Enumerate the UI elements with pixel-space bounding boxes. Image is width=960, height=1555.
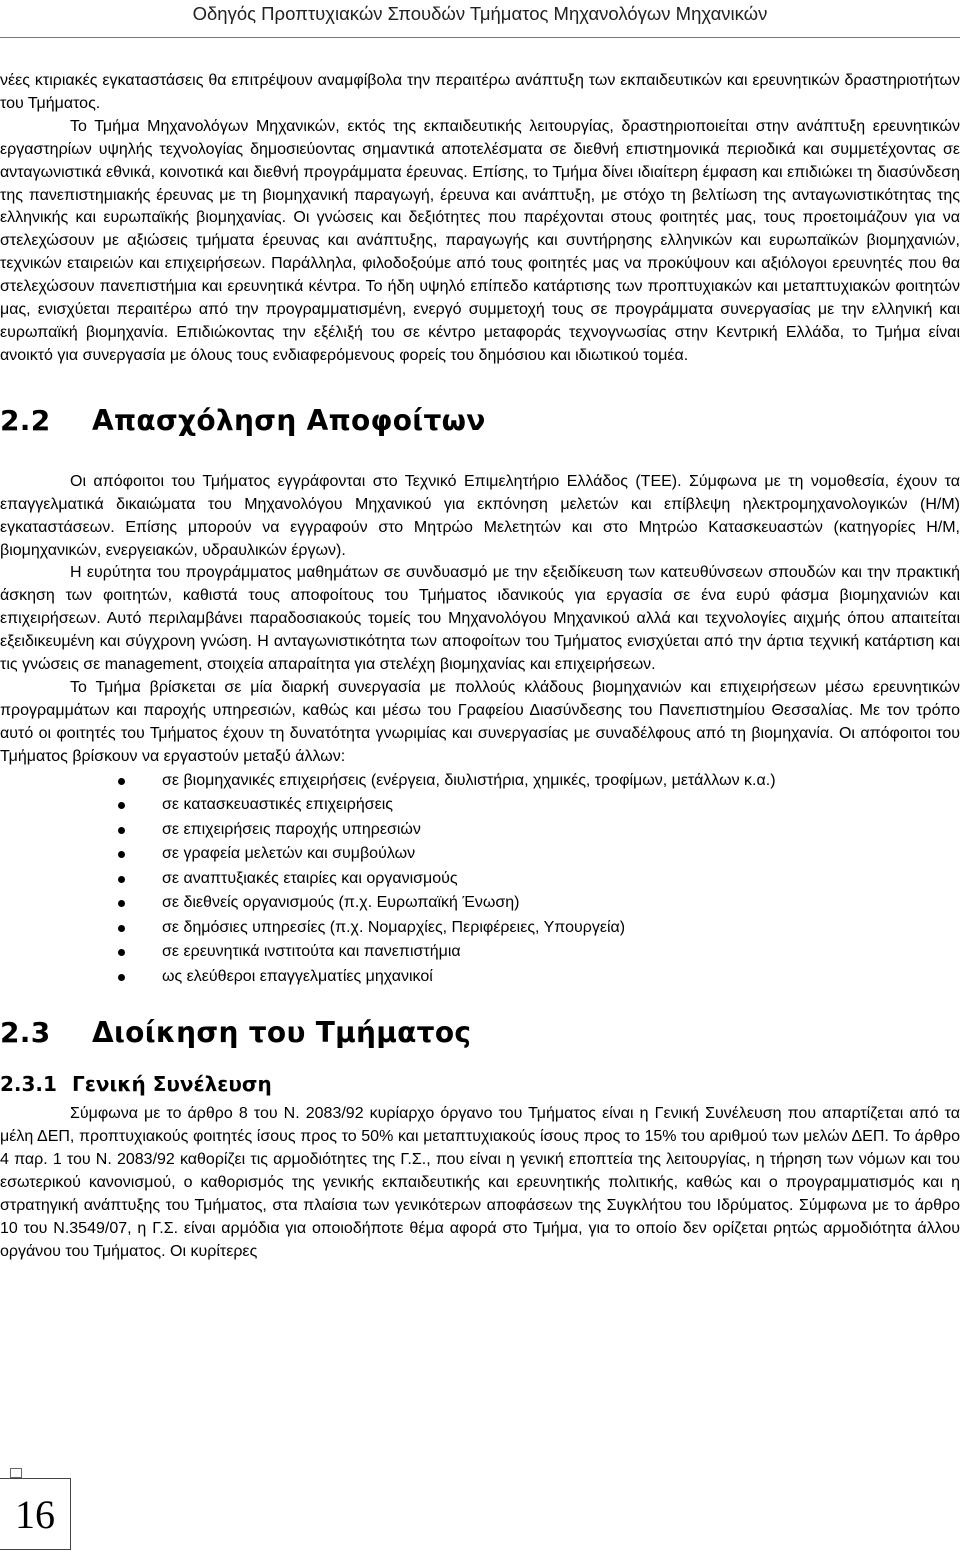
running-header — [0, 0, 960, 28]
section-2-3-title: Διοίκηση του Τμήματος — [92, 1016, 472, 1050]
paragraph-continuation: νέες κτιριακές εγκαταστάσεις θα επιτρέψουν αναμφίβολα την περαιτέρω ανάπτυξη των εκπαιδευτικών και ερευνητικών δραστηριοτήτων του Τμήματος. — [0, 72, 960, 112]
bullet-icon — [118, 876, 125, 883]
section-2-3-number: 2.3 — [0, 1016, 51, 1050]
running-header-title: Οδηγός Προπτυχιακών Σπουδών Τμήματος Μηχανολόγων Μηχανικών — [192, 3, 768, 24]
section-2-2-title: Απασχόληση Αποφοίτων — [92, 403, 486, 437]
section-2-2-heading — [0, 401, 960, 441]
bullet-icon — [118, 827, 125, 834]
paragraph-graduates-cooperation: Το Τμήμα βρίσκεται σε μία διαρκή συνεργασία με πολλούς κλάδους βιομηχανιών και επιχειρήσεων μέσω ερευνητικών προγραμμάτων και παροχής υπηρεσιών, καθώς και μέσω του Γραφείου Διασύνδεσης του Πανεπιστημίου Θεσσαλίας. Με τον τρόπο αυτό οι φοιτητές του Τμήματος έχουν τη δυνατότητα γνωριμίας και συνεργασίας με συναδέλφους από τη βιομηχανία. Οι απόφοιτοι του Τμήματος βρίσκουν να εργαστούν μεταξύ άλλων: — [0, 678, 960, 765]
section-2-3-heading — [0, 1013, 960, 1053]
bullet-icon — [118, 900, 125, 907]
list-item: σε αναπτυξιακές εταιρίες και οργανισμούς — [0, 867, 960, 892]
bullet-icon — [118, 925, 125, 932]
page-number-decoration — [10, 1468, 22, 1478]
list-item: σε βιομηχανικές επιχειρήσεις (ενέργεια, διυλιστήρια, χημικές, τροφίμων, μετάλλων κ.α.) — [0, 769, 960, 794]
bullet-icon — [118, 802, 125, 809]
bullet-icon — [118, 851, 125, 858]
bullet-icon — [118, 949, 125, 956]
bullet-icon — [118, 778, 125, 785]
paragraph-graduates-tee: Οι απόφοιτοι του Τμήματος εγγράφονται στο Τεχνικό Επιμελητήριο Ελλάδος (ΤΕΕ). Σύμφωνα με τη νομοθεσία, έχουν τα επαγγελματικά δικαιώματα του Μηχανολόγου Μηχανικού για εκπόνηση μελετών και επίβλεψη ηλεκτρομηχανολογικών (Η/Μ) εγκαταστάσεων. Επίσης μπορούν να εγγραφούν στο Μητρώο Μελετητών και στο Μητρώο Κατασκευαστών (κατηγορίες Η/Μ, βιομηχανικών, ενεργειακών, υδραυλικών έργων). — [0, 472, 960, 559]
section-2-3-1-number: 2.3.1 — [0, 1072, 57, 1097]
list-item: σε κατασκευαστικές επιχειρήσεις — [0, 793, 960, 818]
paragraph-general-assembly: Σύμφωνα με το άρθρο 8 του Ν. 2083/92 κυρίαρχο όργανο του Τμήματος είναι η Γενική Συνέλευση που απαρτίζεται από τα μέλη ΔΕΠ, προπτυχιακούς φοιτητές ίσους προς το 50% και μεταπτυχιακούς ίσους προς το 15% του αριθμού των μελών ΔΕΠ. Το άρθρο 4 παρ. 1 του Ν. 2083/92 καθορίζει τις αρμοδιότητες της Γ.Σ., που είναι η γενική εποπτεία της λειτουργίας, η τήρηση των νόμων και του εσωτερικού κανονισμού, ο καθορισμός της γενικής εκπαιδευτικής και ερευνητικής πολιτικής, καθώς και ο προγραμματισμός και η στρατηγική ανάπτυξης του Τμήματος, στα πλαίσια των γενικότερων αποφάσεων της Συγκλήτου του Ιδρύματος. Σύμφωνα με το άρθρο 10 του Ν.3549/07, η Γ.Σ. είναι αρμόδια για οποιοδήποτε θέμα αφορά στο Τμήμα, για το οποίο δεν ορίζεται ρητώς αρμοδιότητα άλλου οργάνου του Τμήματος. Οι κυρίτερες — [0, 1105, 960, 1260]
section-2-3-1-heading — [0, 1070, 960, 1098]
header-divider — [0, 37, 960, 38]
list-item: σε δημόσιες υπηρεσίες (π.χ. Νομαρχίες, Περιφέρειες, Υπουργεία) — [0, 916, 960, 941]
employment-list — [0, 769, 960, 990]
list-item: σε ερευνητικά ινστιτούτα και πανεπιστήμια — [0, 940, 960, 965]
page-number-box — [0, 1478, 71, 1550]
section-2-2-number: 2.2 — [0, 403, 51, 437]
section-2-3-1-title: Γενική Συνέλευση — [72, 1072, 272, 1097]
paragraph-research: Το Τμήμα Μηχανολόγων Μηχανικών, εκτός της εκπαιδευτικής λειτουργίας, δραστηριοποιείται στην ανάπτυξη ερευνητικών εργαστηρίων υψηλής τεχνολογίας δημοσιεύοντας σημαντικά αποτελέσματα σε διεθνή επιστημονικά περιοδικά και συμμετέχοντας σε ανταγωνιστικά εθνικά, κοινοτικά και διεθνή προγράμματα έρευνας. Επίσης, το Τμήμα δίνει ιδιαίτερη έμφαση και επιδιώκει τη διασύνδεση της πανεπιστημιακής έρευνας με τη βιομηχανική παραγωγή, έρευνα και ανάπτυξη, με στόχο τη βελτίωση της ανταγωνιστικότητας της ελληνικής και ευρωπαϊκής βιομηχανίας. Οι γνώσεις και δεξιότητες που παρέχονται στους φοιτητές μας, τους προετοιμάζουν για να στελεχώσουν με αξιώσεις τμήματα έρευνας και ανάπτυξης, παραγωγής και συντήρησης ελληνικών και ευρωπαϊκών βιομηχανιών, τεχνικών εταιρειών και επιχειρήσεων. Παράλληλα, φιλοδοξούμε από τους φοιτητές μας να προκύψουν και αξιόλογοι ερευνητές που θα στελεχώσουν πανεπιστήμια και ερευνητικά κέντρα. Το ήδη υψηλό επίπεδο κατάρτισης των προπτυχιακών και μεταπτυχιακών φοιτητών μας, ενισχύεται περαιτέρω από την προγραμματισμένη, ενεργό συμμετοχή τους σε προγράμματα συνεργασίας με την ελληνική και ευρωπαϊκή βιομηχανία. Επιδιώκοντας την εξέλιξή του σε κέντρο μεταφοράς τεχνογνωσίας στην Κεντρική Ελλάδα, το Τμήμα είναι ανοικτό για συνεργασία με όλους τους ενδιαφερόμενους φορείς του δημόσιου και ιδιωτικού τομέα. — [0, 117, 960, 364]
bullet-icon — [118, 974, 125, 981]
page-content — [0, 70, 960, 1263]
list-item: σε επιχειρήσεις παροχής υπηρεσιών — [0, 818, 960, 843]
list-item: σε γραφεία μελετών και συμβούλων — [0, 842, 960, 867]
paragraph-graduates-breadth: Η ευρύτητα του προγράμματος μαθημάτων σε συνδυασμό με την εξειδίκευση των κατευθύνσεων σπουδών και την πρακτική άσκηση των φοιτητών, καθιστά τους αποφοίτους του Τμήματος ιδανικούς για εργασία σε ένα ευρύ φάσμα βιομηχανιών και επιχειρήσεων. Αυτό περιλαμβάνει παραδοσιακούς τομείς του Μηχανολόγου Μηχανικού αλλά και τεχνολογίες αιχμής όπου απαιτείται εξειδικευμένη και σύγχρονη γνώση. Η ανταγωνιστικότητα των αποφοίτων του Τμήματος ενισχύεται από την άρτια τεχνική κατάρτιση και τις γνώσεις σε management, στοιχεία απαραίτητα για στελέχη βιομηχανίας και επιχειρήσεων. — [0, 564, 960, 674]
list-item: σε διεθνείς οργανισμούς (π.χ. Ευρωπαϊκή Ένωση) — [0, 891, 960, 916]
list-item: ως ελεύθεροι επαγγελματίες μηχανικοί — [0, 965, 960, 990]
page-number: 16 — [15, 1491, 55, 1537]
